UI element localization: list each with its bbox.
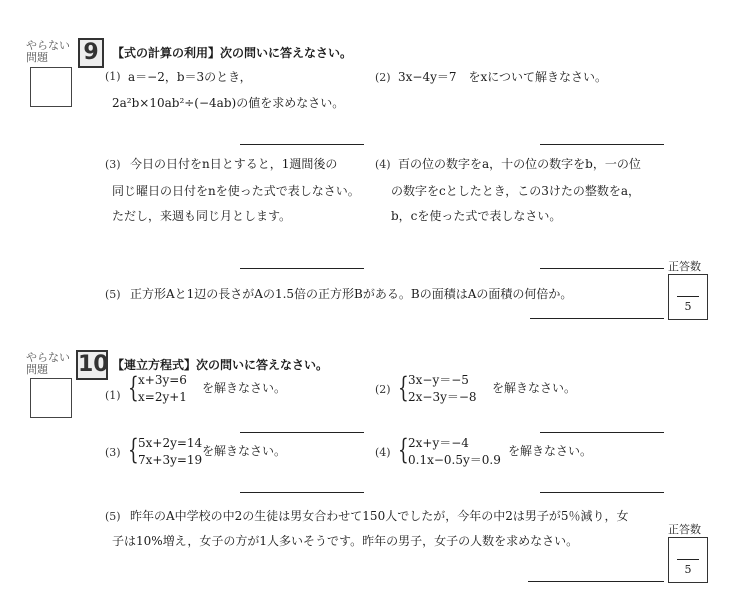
brace-icon: { — [128, 433, 139, 466]
brace-icon: { — [398, 433, 409, 466]
answer-line-10-4[interactable] — [540, 492, 664, 493]
question-number: (4) — [375, 158, 391, 171]
question-text: a＝−2，b＝3のとき， — [128, 70, 252, 84]
section-title-10: 【連立方程式】次の問いに答えなさい。 — [112, 358, 329, 372]
equation: 2x−3y＝−8 — [408, 390, 477, 404]
question-number: (5) — [105, 510, 121, 523]
question-number: (2) — [375, 383, 391, 396]
answer-line-10-1[interactable] — [240, 432, 364, 433]
question-text: 子は10%増え，女子の方が1人多いそうです。昨年の男子，女子の人数を求めなさい。 — [112, 534, 579, 548]
question-text: 3x−4y＝7 をxについて解きなさい。 — [398, 70, 608, 84]
question-text: 2a²b×10ab²÷(−4ab)の値を求めなさい。 — [112, 96, 345, 110]
answer-line-9-1[interactable] — [240, 144, 364, 145]
question-text: ただし，来週も同じ月とします。 — [112, 209, 292, 223]
question-text: 同じ曜日の日付をnを使った式で表しなさい。 — [112, 184, 360, 198]
question-text: 正方形Aと1辺の長さがAの1.5倍の正方形Bがある。Bの面積はAの面積の何倍か。 — [130, 287, 573, 301]
question-text: 今日の日付をn日とすると，1週間後の — [130, 157, 338, 171]
question-number: (4) — [375, 446, 391, 459]
question-number: (5) — [105, 288, 121, 301]
question-text: を解きなさい。 — [508, 444, 593, 458]
question-text: 昨年のA中学校の中2の生徒は男女合わせて150人でしたが，今年の中2は男子が5％減り，女 — [130, 509, 629, 523]
skip-checkbox-9[interactable] — [30, 67, 72, 107]
equation: 5x+2y=14 — [138, 436, 203, 450]
question-text: の数字をcとしたとき，この3けたの整数をa， — [391, 184, 641, 198]
question-text: を解きなさい。 — [492, 381, 577, 395]
question-text: を解きなさい。 — [202, 381, 287, 395]
section-number-10: 10 — [76, 350, 108, 380]
brace-icon: { — [128, 371, 139, 404]
score-label-10: 正答数 — [668, 523, 701, 536]
score-box-10[interactable] — [668, 537, 708, 583]
score-total-10: 5 — [684, 563, 692, 576]
question-number: (3) — [105, 158, 121, 171]
section-number-9: 9 — [78, 38, 104, 68]
equation: 7x+3y=19 — [138, 453, 203, 467]
score-label-9: 正答数 — [668, 260, 701, 273]
answer-line-9-4[interactable] — [540, 268, 664, 269]
question-text: 百の位の数字をa，十の位の数字をb，一の位 — [398, 157, 641, 171]
brace-icon: { — [398, 371, 409, 404]
question-number: (3) — [105, 446, 121, 459]
score-total-9: 5 — [684, 300, 692, 313]
answer-line-10-5[interactable] — [528, 581, 664, 582]
answer-line-10-3[interactable] — [240, 492, 364, 493]
equation: x=2y+1 — [138, 390, 187, 404]
question-number: (2) — [375, 71, 391, 84]
question-text: b，cを使った式で表しなさい。 — [391, 209, 562, 223]
equation: 0.1x−0.5y＝0.9 — [408, 453, 501, 467]
equation: x+3y=6 — [138, 373, 187, 387]
score-box-9[interactable] — [668, 274, 708, 320]
answer-line-10-2[interactable] — [540, 432, 664, 433]
question-text: を解きなさい。 — [202, 444, 287, 458]
equation: 2x+y＝−4 — [408, 436, 469, 450]
equation: 3x−y＝−5 — [408, 373, 469, 387]
skip-label-9: やらない 問題 — [26, 39, 70, 64]
answer-line-9-3[interactable] — [240, 268, 364, 269]
section-title-9: 【式の計算の利用】次の問いに答えなさい。 — [112, 46, 353, 60]
question-number: (1) — [105, 70, 121, 83]
skip-label-10: やらない 問題 — [26, 351, 70, 376]
answer-line-9-2[interactable] — [540, 144, 664, 145]
question-number: (1) — [105, 389, 121, 402]
skip-checkbox-10[interactable] — [30, 378, 72, 418]
answer-line-9-5[interactable] — [530, 318, 664, 319]
